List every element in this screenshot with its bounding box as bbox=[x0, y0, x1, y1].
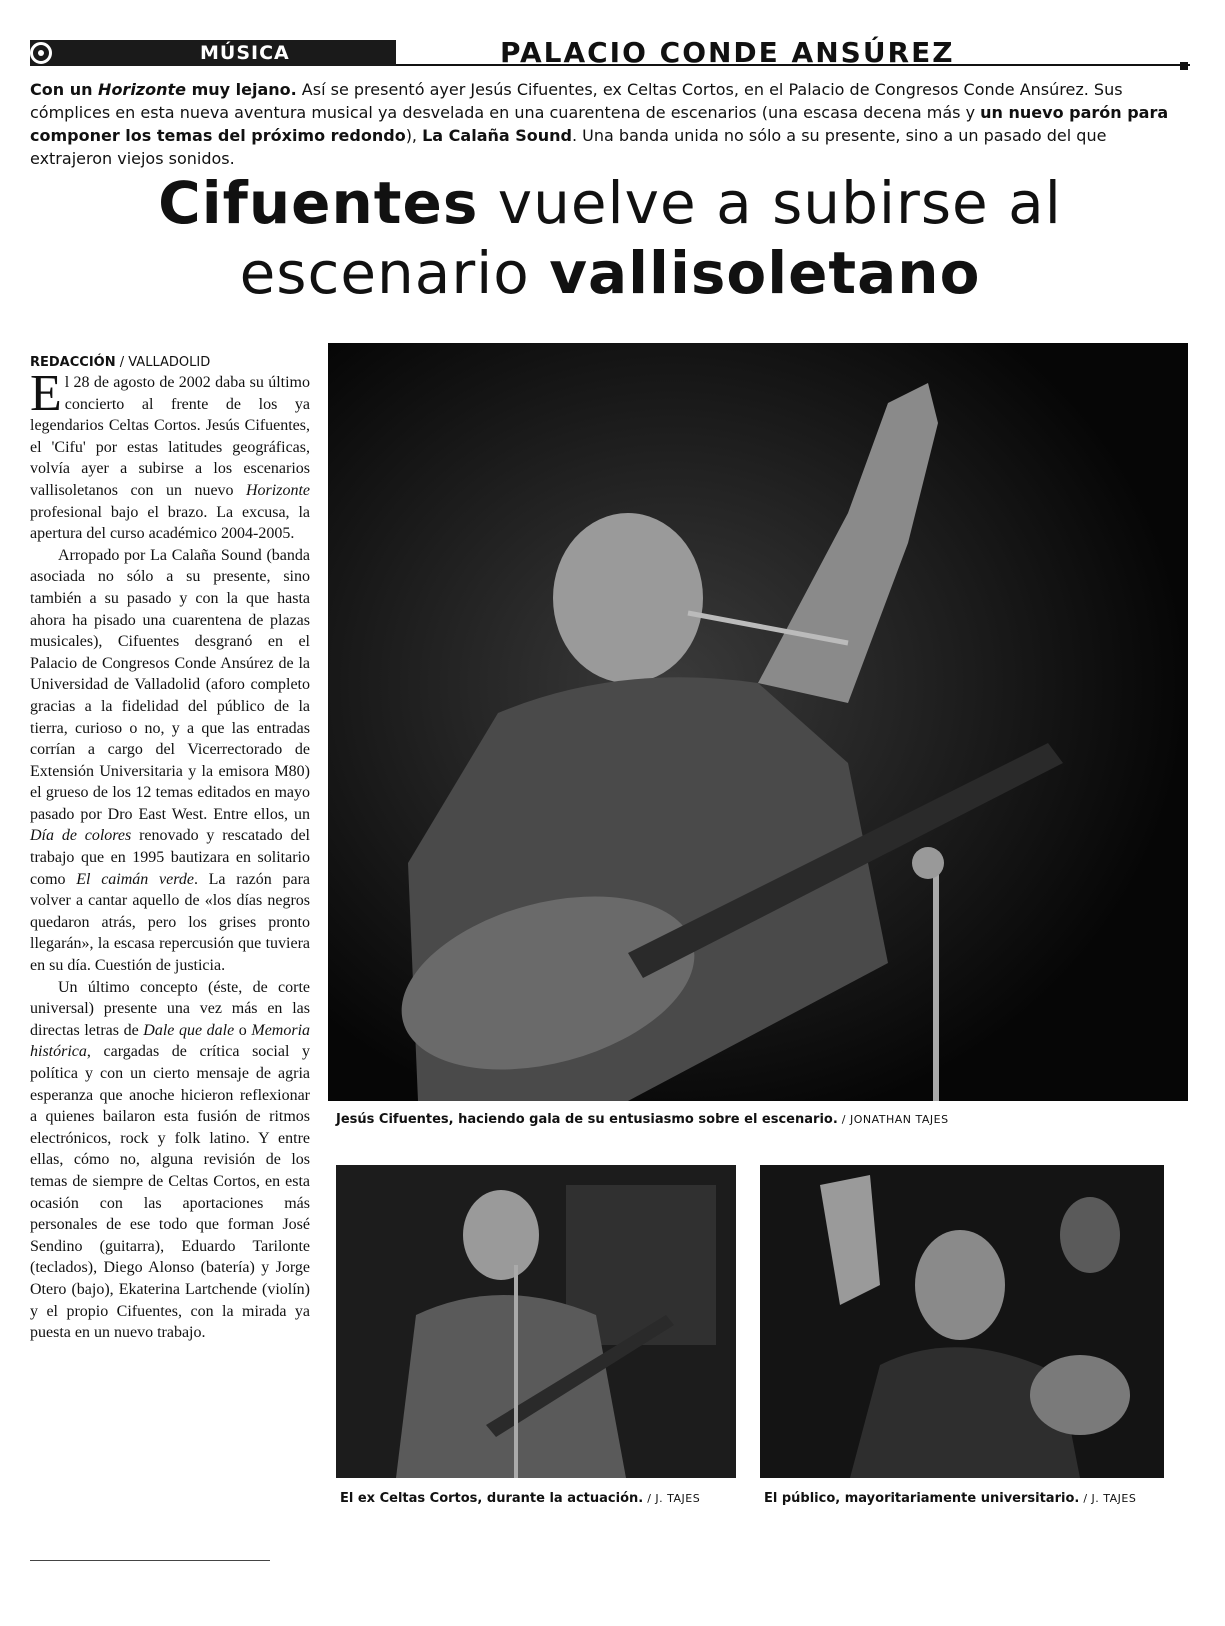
header-title: PALACIO CONDE ANSÚREZ bbox=[500, 36, 955, 69]
caption-bottom-left: El ex Celtas Cortos, durante la actuación. / J. TAJES bbox=[340, 1491, 701, 1506]
speaker-icon bbox=[30, 42, 52, 64]
intro-bold: un nuevo parón para componer los temas del próximo redondo bbox=[30, 103, 1169, 145]
section-bar bbox=[30, 40, 396, 66]
intro-summary: Con un Horizonte muy lejano. Así se presentó ayer Jesús Cifuentes, ex Celtas Cortos, en el Palacio de Congresos Conde Ansúrez. Sus cómplices en esta nueva aventura musical ya desvelada en una cuarentena de escenarios (una escasa decena más y un nuevo parón para componer los temas del próximo redondo), La Calaña Sound. Una banda unida no sólo a su presente, sino a un pasado del que extrajeron viejos sonidos. bbox=[30, 80, 1169, 168]
article-body bbox=[30, 365, 311, 1344]
section-label: MÚSICA bbox=[200, 42, 290, 64]
photo-main-performer bbox=[328, 343, 1188, 1101]
intro-text-end: . Una banda unida no sólo a su presente, sino a un pasado del que extrajeron viejos sonidos. bbox=[30, 126, 1107, 168]
photo-main-illustration bbox=[328, 343, 1188, 1101]
drop-cap: E bbox=[30, 365, 62, 422]
headline: Cifuentes vuelve a subirse al escenario vallisoletano bbox=[158, 169, 1062, 307]
footer-rule bbox=[30, 1560, 270, 1561]
intro-band: La Calaña Sound bbox=[422, 126, 572, 145]
paragraph-3: Un último concepto (éste, de corte universal) presente una vez más en las directas letras de Dale que dale o Memoria histórica, cargadas de crítica social y política y con un cierto mensaje de agria esperanza que anoche hicieron reflexionar a quienes bailaron esta fusión de ritmos electrónicos, rock y folk latino. Y entre ellas, cómo no, alguna revisión de los temas de siempre de Celtas Cortos, en esta ocasión con las aportaciones más personales de ese todo que forman José Sendino (guitarra), Eduardo Tarilonte (teclados), Diego Alonso (batería) y Jorge Otero (bajo), Ekaterina Lartchende (violín) y el propio Cifuentes, con la mirada ya puesta en un nuevo trabajo. bbox=[30, 978, 311, 1342]
corner-mark bbox=[1180, 62, 1188, 70]
byline: REDACCIÓN / VALLADOLID bbox=[30, 355, 211, 370]
paragraph-1: El 28 de agosto de 2002 daba su último concierto al frente de los ya legendarios Celtas Cortos. Jesús Cifuentes, el 'Cifu' por estas latitudes geográficas, volvía ayer a subirse a los escenarios vallisoletanos con un nuevo Horizonte profesional bajo el brazo. La excusa, la apertura del curso académico 2004-2005. bbox=[30, 365, 310, 543]
caption-main: Jesús Cifuentes, haciendo gala de su entusiasmo sobre el escenario. / JONATHAN TAJES bbox=[336, 1112, 949, 1127]
intro-text: Así se presentó ayer Jesús Cifuentes, ex Celtas Cortos, en el Palacio de Congresos Conde Ansúrez. Sus cómplices en esta nueva aventura musical ya desvelada en una cuarentena de escenarios (una escasa decena más y bbox=[30, 80, 1123, 122]
intro-lead: Con un Horizonte muy lejano. bbox=[30, 80, 297, 99]
photo-bottom-right-illustration bbox=[760, 1165, 1164, 1478]
page-header bbox=[30, 36, 1190, 72]
photo-performer-guitar bbox=[336, 1165, 736, 1478]
caption-bottom-right: El público, mayoritariamente universitario. / J. TAJES bbox=[764, 1491, 1137, 1506]
paragraph-2: Arropado por La Calaña Sound (banda asociada no sólo a su presente, sino también a su pasado y con la que hasta ahora ha pisado una cuarentena de plazas musicales), Cifuentes desgranó en el Palacio de Congresos Conde Ansúrez de la Universidad de Valladolid (aforo completo gracias a la fidelidad del público de la tierra, curioso o no, y a que las entradas corrían a cargo del Vicerrectorado de Extensión Universitaria y la emisora M80) el grueso de los 12 temas editados en mayo pasado por Dro East West. Entre ellos, un Día de colores renovado y rescatado del trabajo que en 1995 bautizara en solitario como El caimán verde. La razón para volver a cantar aquello de «los días negros quedaron atrás, pero los grises pronto llegarán», la escasa repercusión que tuviera en su día. Cuestión de justicia. bbox=[30, 546, 311, 975]
photo-audience bbox=[760, 1165, 1164, 1478]
photo-bottom-left-illustration bbox=[336, 1165, 736, 1478]
